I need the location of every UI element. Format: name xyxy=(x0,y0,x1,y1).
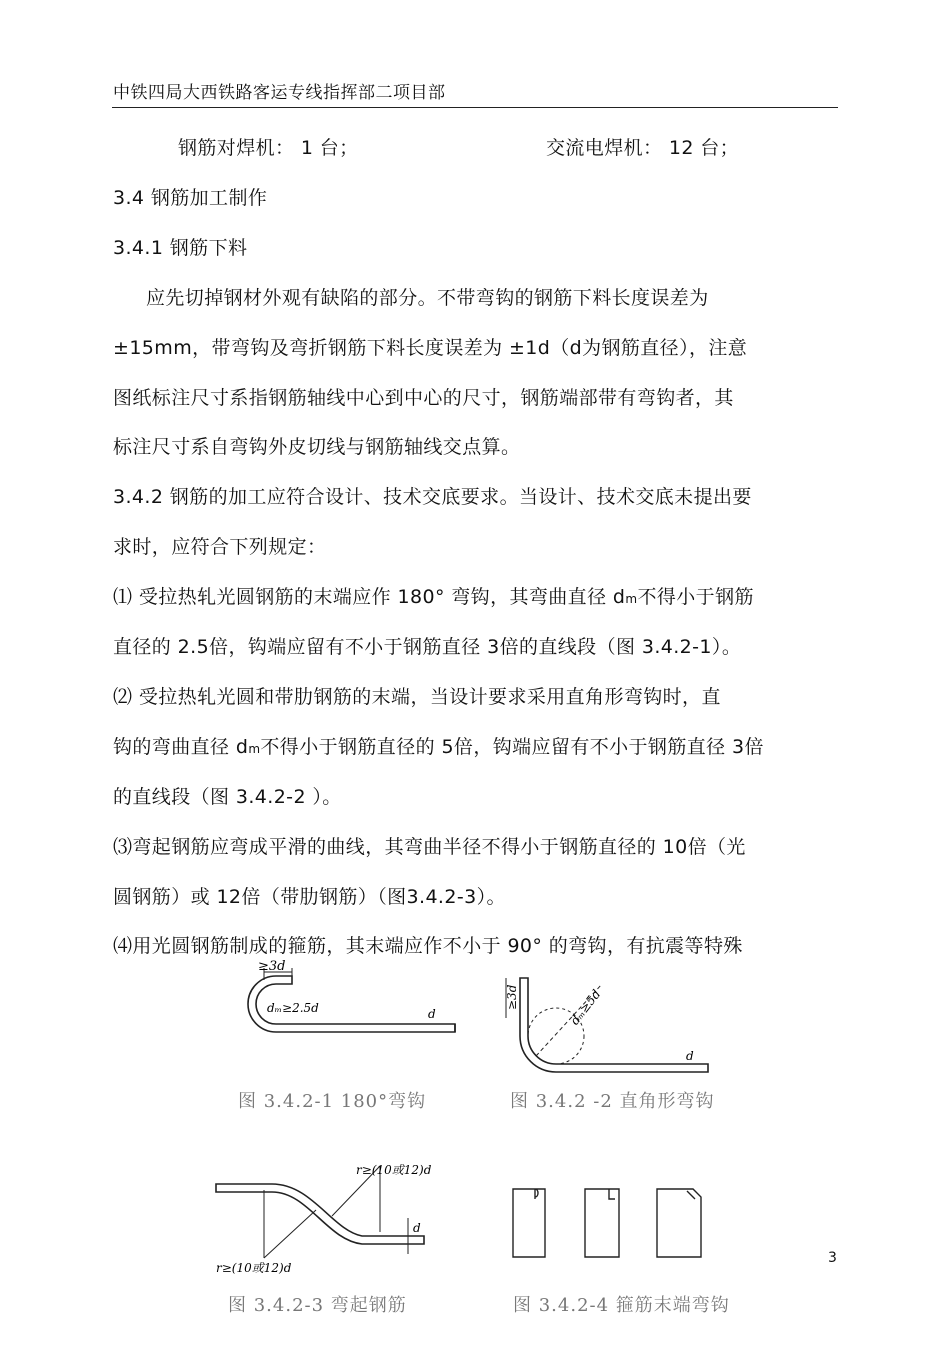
para2-line1: 3.4.2 钢筋的加工应符合设计、技术交底要求。当设计、技术交底未提出要 xyxy=(113,486,752,508)
figure-bent-up-bar xyxy=(212,1160,437,1278)
para1-line1: 应先切掉钢材外观有缺陷的部分。不带弯钩的钢筋下料长度误差为 xyxy=(146,287,709,309)
page-number: 3 xyxy=(828,1250,837,1266)
item2-subscript: m xyxy=(248,742,261,756)
stirrup-3 xyxy=(657,1189,701,1257)
item2-line2-text-b: 不得小于钢筋直径的 5倍，钩端应留有不小于钢筋直径 3倍 xyxy=(260,736,764,758)
item2-line2 xyxy=(113,732,764,759)
stirrup-2 xyxy=(585,1189,619,1257)
item1-line1-text-a: ⑴ 受拉热轧光圆钢筋的末端应作 180° 弯钩，其弯曲直径 d xyxy=(113,586,626,608)
bent-bar-shape xyxy=(216,1184,424,1244)
fig2-dm-label: dₘ≥5d xyxy=(567,987,604,1028)
para1-line4: 标注尺寸系自弯钩外皮切线与钢筋轴线交点算。 xyxy=(113,436,521,458)
equipment-item-1: 钢筋对焊机： 1 台； xyxy=(178,137,359,159)
item2-line2-text-a: 钩的弯曲直径 d xyxy=(113,736,249,758)
item1-line1 xyxy=(113,582,754,609)
subsection-heading: 3.4.1 钢筋下料 xyxy=(113,237,248,259)
right-angle-bar-shape xyxy=(520,978,708,1072)
figure-stirrup-hooks xyxy=(505,1183,715,1263)
fig1-d-label: d xyxy=(428,1007,436,1021)
figure1-caption: 图 3.4.2-1 180°弯钩 xyxy=(238,1091,427,1112)
figure-right-angle-hook xyxy=(490,968,720,1078)
figure2-caption: 图 3.4.2 -2 直角形弯钩 xyxy=(510,1091,715,1112)
item1-line1-text-b: 不得小于钢筋 xyxy=(637,586,754,608)
page-header: 中铁四局大西铁路客运专线指挥部二项目部 xyxy=(113,83,446,103)
item2-line3: 的直线段（图 3.4.2-2 ）。 xyxy=(113,786,342,808)
equipment-item-2: 交流电焊机： 12 台； xyxy=(546,137,740,159)
item4-line1: ⑷用光圆钢筋制成的箍筋，其末端应作不小于 90° 的弯钩，有抗震等特殊 xyxy=(113,935,743,957)
fig2-len-label: ≥3d xyxy=(505,984,519,1010)
fig1-len-label: ≥3d xyxy=(258,959,286,974)
figure4-caption: 图 3.4.2-4 箍筋末端弯钩 xyxy=(513,1295,730,1316)
item1-subscript: m xyxy=(625,592,638,606)
fig3-d-label: d xyxy=(413,1221,421,1235)
item3-line1: ⑶弯起钢筋应弯成平滑的曲线，其弯曲半径不得小于钢筋直径的 10倍（光 xyxy=(113,836,746,858)
fig3-top-label: r≥(10或12)d xyxy=(356,1163,432,1177)
figure-180-hook xyxy=(230,958,470,1058)
section-heading: 3.4 钢筋加工制作 xyxy=(113,187,268,209)
para2-line2: 求时，应符合下列规定： xyxy=(113,536,327,558)
item2-line1: ⑵ 受拉热轧光圆和带肋钢筋的末端，当设计要求采用直角形弯钩时，直 xyxy=(113,686,721,708)
para1-line2: ±15mm，带弯钩及弯折钢筋下料长度误差为 ±1d（d为钢筋直径），注意 xyxy=(113,337,748,359)
fig2-d-label: d xyxy=(686,1049,694,1063)
header-divider xyxy=(112,107,838,108)
para1-line3: 图纸标注尺寸系指钢筋轴线中心到中心的尺寸，钢筋端部带有弯钩者，其 xyxy=(113,387,734,409)
item3-line2: 圆钢筋）或 12倍（带肋钢筋）（图3.4.2-3）。 xyxy=(113,886,506,908)
figure3-caption: 图 3.4.2-3 弯起钢筋 xyxy=(228,1295,407,1316)
fig1-dm-label: dₘ≥2.5d xyxy=(267,1001,319,1015)
item1-line2: 直径的 2.5倍，钩端应留有不小于钢筋直径 3倍的直线段（图 3.4.2-1）。 xyxy=(113,636,742,658)
radius-diag-bottom xyxy=(264,1210,316,1258)
stirrup-1 xyxy=(513,1189,545,1257)
fig3-bottom-label: r≥(10或12)d xyxy=(216,1261,292,1275)
